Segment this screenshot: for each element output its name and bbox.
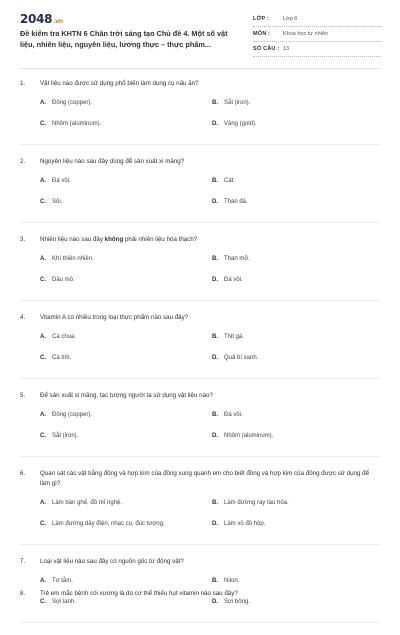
document-meta: [253, 12, 381, 57]
question-number: 1.: [20, 80, 26, 87]
option-text: Cà chua.: [52, 334, 77, 340]
question-number: 5.: [20, 392, 26, 399]
meta-count-value: 13: [283, 46, 290, 52]
answer-options: [0, 333, 400, 375]
option-text: Sợi lanh.: [52, 599, 76, 605]
option-letter: D.: [212, 277, 218, 283]
page-header: [0, 0, 400, 62]
option-row: [0, 120, 400, 141]
option-letter: C.: [40, 199, 46, 205]
option-text: Nilon.: [224, 578, 240, 584]
option-letter: B.: [212, 334, 218, 340]
answer-option[interactable]: [212, 598, 250, 606]
answer-option[interactable]: [212, 411, 243, 419]
question-item: [0, 391, 400, 457]
option-letter: D.: [212, 433, 218, 439]
option-text: Cá tím.: [52, 355, 72, 361]
answer-options: [0, 177, 400, 219]
answer-option[interactable]: [40, 99, 92, 107]
meta-subject-row: [253, 27, 381, 42]
question-text-part: Vật liệu nào được sử dụng phổ biến làm dụng cụ nấu ăn?: [40, 80, 199, 87]
option-letter: B.: [212, 178, 218, 184]
answer-option[interactable]: [212, 354, 258, 362]
question-text-part: phải nhiên liệu hóa thạch?: [123, 236, 198, 243]
option-row: [0, 499, 400, 520]
option-letter: A.: [40, 412, 46, 418]
option-row: [0, 432, 400, 453]
option-text: Nhôm (aluminum).: [224, 433, 274, 439]
question-text: [0, 557, 400, 567]
option-text: Sắt (iron).: [224, 100, 251, 106]
answer-option[interactable]: [40, 354, 71, 362]
answer-option[interactable]: [212, 333, 244, 341]
question-item: [0, 313, 400, 379]
answer-option[interactable]: [212, 577, 239, 585]
option-row: [0, 333, 400, 354]
option-text: Khí thiên nhiên.: [52, 256, 94, 262]
answer-options: [0, 255, 400, 297]
option-text: Làm đường dây điện, nhạc cụ, đúc tượng.: [52, 521, 165, 527]
question-divider: [20, 378, 380, 379]
document-title: Đề kiểm tra KHTN 6 Chân trời sáng tạo Chủ đề 4. Một số vật liệu, nhiên liệu, nguyên liệu, lương thực – thực phẩm...: [20, 29, 228, 49]
question-item: [0, 235, 400, 301]
option-text: Làm vỏ đồ hộp.: [224, 521, 266, 527]
option-text: Than đá.: [224, 199, 248, 205]
answer-option[interactable]: [40, 520, 165, 528]
answer-option[interactable]: [40, 411, 92, 419]
option-letter: D.: [212, 199, 218, 205]
answer-option[interactable]: [40, 198, 62, 206]
option-text: Sỏi.: [52, 199, 63, 205]
meta-class-row: [253, 12, 381, 27]
option-letter: B.: [212, 256, 218, 262]
option-letter: B.: [212, 500, 218, 506]
question-text: [0, 391, 400, 401]
option-letter: D.: [212, 521, 218, 527]
question-text-part: Nhiên liệu nào sau đây: [40, 236, 105, 243]
answer-option[interactable]: [212, 276, 243, 284]
option-text: Dầu mỏ.: [52, 277, 75, 283]
question-item: [0, 469, 400, 545]
answer-option[interactable]: [212, 120, 257, 128]
site-logo[interactable]: 2048.vn: [20, 12, 63, 26]
option-row: [0, 520, 400, 541]
option-text: Đá vôi.: [224, 412, 243, 418]
question-list: [0, 79, 400, 635]
meta-subject-value: Khoa học tự nhiên: [283, 31, 328, 37]
answer-option[interactable]: [40, 333, 76, 341]
option-row: [0, 99, 400, 120]
option-text: Thịt gà.: [224, 334, 245, 340]
answer-option[interactable]: [40, 577, 73, 585]
option-letter: A.: [40, 178, 46, 184]
option-letter: B.: [212, 578, 218, 584]
option-letter: C.: [40, 433, 46, 439]
answer-option[interactable]: [212, 177, 235, 185]
question-text-part: Để sản xuất xi măng, tạc tượng người ta sử dụng vật liệu nào?: [40, 392, 213, 399]
answer-option[interactable]: [40, 499, 122, 507]
question-text-part: Quan sát các vật bằng đồng và hợp kim của đồng xung quanh em cho biết đồng và hợp kim của đồng được sử dụng để làm gì?: [40, 470, 370, 487]
answer-option[interactable]: [40, 598, 76, 606]
answer-options: [0, 99, 400, 141]
question-number: 6.: [20, 470, 26, 477]
answer-option[interactable]: [212, 499, 289, 507]
option-letter: A.: [40, 334, 46, 340]
question-text-emphasis: không: [104, 236, 124, 243]
question-text-part: Nguyên liệu nào sau đây dùng để sản xuất xi măng?: [40, 158, 185, 165]
option-text: Làm đường ray tàu hỏa.: [224, 500, 289, 506]
question-number: 7.: [20, 558, 26, 565]
option-letter: B.: [212, 100, 218, 106]
partial-question: [0, 589, 400, 599]
question-text: [0, 79, 400, 89]
answer-option[interactable]: [40, 255, 94, 263]
option-row: [0, 198, 400, 219]
option-letter: A.: [40, 256, 46, 262]
question-item: [0, 157, 400, 223]
option-text: Làm bàn ghế, đồ mĩ nghệ.: [52, 500, 123, 506]
option-letter: A.: [40, 100, 46, 106]
header-divider: [20, 68, 380, 69]
answer-option[interactable]: [40, 120, 101, 128]
option-letter: C.: [40, 277, 46, 283]
question-text: Trẻ em mắc bệnh còi xương là do cơ thể thiếu hụt vitamin nào sau đây?: [40, 590, 238, 597]
option-row: [0, 255, 400, 276]
question-divider: [20, 456, 380, 457]
option-row: [0, 276, 400, 297]
option-text: Nhôm (aluminum).: [52, 121, 102, 127]
question-number: 4.: [20, 314, 26, 321]
question-item: [0, 79, 400, 145]
question-number: 3.: [20, 236, 26, 243]
question-text: [0, 469, 400, 489]
meta-subject-key: MÔN :: [253, 31, 271, 37]
question-text: [0, 313, 400, 323]
question-divider: [20, 300, 380, 301]
option-row: [0, 598, 400, 619]
option-text: Cát.: [224, 178, 236, 184]
answer-option[interactable]: [212, 520, 265, 528]
option-text: Tơ tằm.: [52, 578, 73, 584]
option-letter: C.: [40, 521, 46, 527]
option-letter: C.: [40, 355, 46, 361]
answer-option[interactable]: [212, 99, 250, 107]
answer-option[interactable]: [212, 432, 273, 440]
option-letter: B.: [212, 412, 218, 418]
answer-options: [0, 499, 400, 541]
answer-option[interactable]: [212, 255, 250, 263]
question-text: [0, 157, 400, 167]
option-letter: A.: [40, 500, 46, 506]
meta-class-value: Lớp 6: [283, 16, 298, 22]
answer-option[interactable]: [40, 432, 78, 440]
answer-options: [0, 411, 400, 453]
question-number: 8.: [20, 590, 26, 597]
option-row: [0, 177, 400, 198]
answer-option[interactable]: [40, 276, 75, 284]
question-text-part: Loại vật liệu nào sau đây có nguồn gốc từ động vật?: [40, 558, 184, 565]
answer-option[interactable]: [212, 198, 248, 206]
option-letter: D.: [212, 121, 218, 127]
option-row: [0, 411, 400, 432]
option-text: Đá vôi.: [52, 178, 71, 184]
answer-option[interactable]: [40, 177, 71, 185]
question-divider: [20, 222, 380, 223]
question-text-part: Vitamin A có nhiều trong loại thực phẩm nào sau đây?: [40, 314, 189, 321]
question-divider: [20, 144, 380, 145]
option-text: Đồng (copper).: [52, 100, 93, 106]
question-divider: [20, 544, 380, 545]
option-text: Đồng (copper).: [52, 412, 93, 418]
option-text: Sợi bông.: [224, 599, 250, 605]
option-letter: D.: [212, 355, 218, 361]
option-letter: D.: [212, 599, 218, 605]
option-text: Đá vôi.: [224, 277, 243, 283]
option-letter: C.: [40, 121, 46, 127]
option-text: Than mỡ.: [224, 256, 250, 262]
option-text: Sắt (iron).: [52, 433, 79, 439]
meta-class-key: LỚP :: [253, 16, 269, 22]
question-text: [0, 235, 400, 245]
option-letter: A.: [40, 578, 46, 584]
question-number: 2.: [20, 158, 26, 165]
meta-count-key: SỐ CÂU :: [253, 46, 280, 52]
option-letter: C.: [40, 599, 46, 605]
option-row: [0, 354, 400, 375]
option-text: Quả bí xanh.: [224, 355, 259, 361]
option-text: Vàng (gold).: [224, 121, 257, 127]
meta-count-row: [253, 42, 381, 57]
question-divider: [20, 622, 380, 623]
